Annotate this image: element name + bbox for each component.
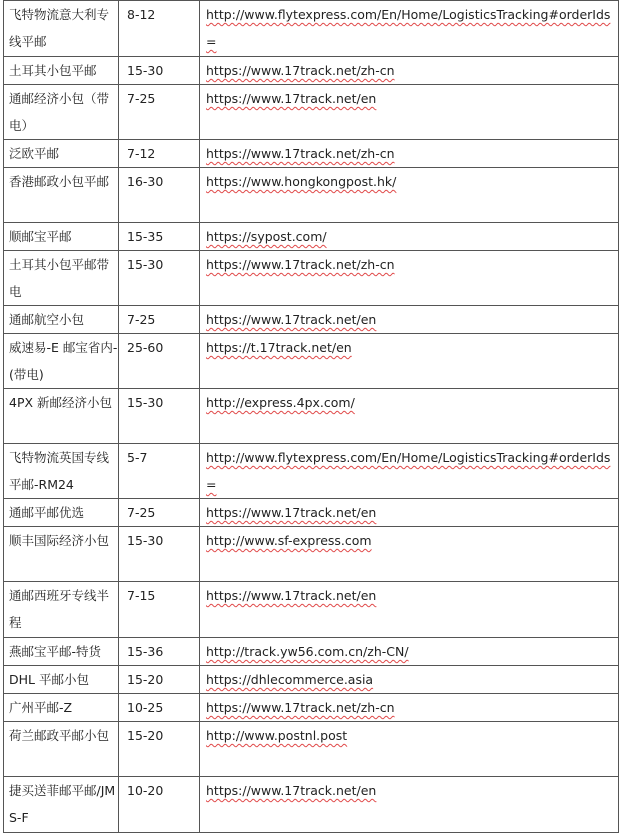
logistics-channel-name: 顺丰国际经济小包 — [4, 527, 119, 582]
delivery-days: 15-20 — [119, 722, 200, 777]
delivery-days: 15-20 — [119, 666, 200, 694]
delivery-days: 15-30 — [119, 527, 200, 582]
tracking-url-link[interactable]: http://track.yw56.com.cn/zh-CN/ — [206, 644, 409, 659]
tracking-url-cell — [200, 168, 619, 223]
delivery-days: 7-25 — [119, 499, 200, 527]
tracking-url-cell — [200, 666, 619, 694]
table-row — [4, 57, 619, 85]
logistics-table — [3, 0, 619, 833]
table-row — [4, 499, 619, 527]
tracking-url-link[interactable]: https://www.17track.net/en — [206, 91, 377, 106]
tracking-url-link[interactable]: http://www.flytexpress.com/En/Home/LogisticsTracking#orderIds= — [206, 7, 611, 49]
tracking-url-link[interactable]: https://www.17track.net/en — [206, 588, 377, 603]
tracking-url-cell — [200, 251, 619, 306]
tracking-url-cell — [200, 694, 619, 722]
logistics-channel-name: DHL 平邮小包 — [4, 666, 119, 694]
delivery-days: 15-30 — [119, 57, 200, 85]
tracking-url-cell — [200, 638, 619, 666]
tracking-url-cell — [200, 85, 619, 140]
table-row — [4, 85, 619, 140]
delivery-days: 7-15 — [119, 582, 200, 638]
tracking-url-link[interactable]: https://www.17track.net/zh-cn — [206, 700, 395, 715]
delivery-days: 25-60 — [119, 334, 200, 389]
table-row — [4, 527, 619, 582]
logistics-channel-name: 香港邮政小包平邮 — [4, 168, 119, 223]
tracking-url-cell — [200, 334, 619, 389]
table-row — [4, 306, 619, 334]
tracking-url-link[interactable]: http://www.postnl.post — [206, 728, 348, 743]
table-row — [4, 444, 619, 499]
tracking-url-cell — [200, 57, 619, 85]
table-row — [4, 140, 619, 168]
logistics-channel-name: 顺邮宝平邮 — [4, 223, 119, 251]
tracking-url-link[interactable]: https://www.17track.net/zh-cn — [206, 63, 395, 78]
tracking-url-cell — [200, 777, 619, 833]
table-row — [4, 666, 619, 694]
table-row — [4, 638, 619, 666]
tracking-url-link[interactable]: https://www.17track.net/en — [206, 312, 377, 327]
delivery-days: 8-12 — [119, 1, 200, 57]
tracking-url-cell — [200, 140, 619, 168]
delivery-days: 15-36 — [119, 638, 200, 666]
logistics-channel-name: 通邮经济小包（带电） — [4, 85, 119, 140]
delivery-days: 16-30 — [119, 168, 200, 223]
tracking-url-cell — [200, 444, 619, 499]
delivery-days: 5-7 — [119, 444, 200, 499]
delivery-days: 7-25 — [119, 306, 200, 334]
delivery-days: 7-25 — [119, 85, 200, 140]
table-row — [4, 168, 619, 223]
tracking-url-link[interactable]: https://www.17track.net/zh-cn — [206, 257, 395, 272]
table-row — [4, 694, 619, 722]
tracking-url-cell — [200, 582, 619, 638]
delivery-days: 15-30 — [119, 389, 200, 444]
tracking-url-link[interactable]: http://express.4px.com/ — [206, 395, 355, 410]
table-row — [4, 777, 619, 833]
tracking-url-link[interactable]: http://www.sf-express.com — [206, 533, 372, 548]
logistics-channel-name: 威速易-E 邮宝省内-(带电) — [4, 334, 119, 389]
logistics-channel-name: 4PX 新邮经济小包 — [4, 389, 119, 444]
logistics-channel-name: 飞特物流英国专线平邮-RM24 — [4, 444, 119, 499]
delivery-days: 15-35 — [119, 223, 200, 251]
tracking-url-cell — [200, 527, 619, 582]
tracking-url-link[interactable]: http://www.flytexpress.com/En/Home/LogisticsTracking#orderIds= — [206, 450, 611, 492]
table-row — [4, 582, 619, 638]
tracking-url-link[interactable]: https://www.17track.net/zh-cn — [206, 146, 395, 161]
logistics-channel-name: 燕邮宝平邮-特货 — [4, 638, 119, 666]
tracking-url-cell — [200, 722, 619, 777]
tracking-url-link[interactable]: https://www.17track.net/en — [206, 783, 377, 798]
logistics-channel-name: 通邮西班牙专线半程 — [4, 582, 119, 638]
logistics-channel-name: 荷兰邮政平邮小包 — [4, 722, 119, 777]
tracking-url-link[interactable]: https://www.17track.net/en — [206, 505, 377, 520]
tracking-url-cell — [200, 1, 619, 57]
table-row — [4, 722, 619, 777]
tracking-url-cell — [200, 389, 619, 444]
tracking-url-link[interactable]: https://www.hongkongpost.hk/ — [206, 174, 397, 189]
delivery-days: 15-30 — [119, 251, 200, 306]
delivery-days: 10-20 — [119, 777, 200, 833]
table-row — [4, 1, 619, 57]
logistics-channel-name: 通邮航空小包 — [4, 306, 119, 334]
tracking-url-cell — [200, 306, 619, 334]
logistics-channel-name: 通邮平邮优选 — [4, 499, 119, 527]
tracking-url-link[interactable]: https://dhlecommerce.asia — [206, 672, 374, 687]
table-row — [4, 223, 619, 251]
tracking-url-cell — [200, 499, 619, 527]
logistics-channel-name: 土耳其小包平邮带电 — [4, 251, 119, 306]
logistics-channel-name: 飞特物流意大利专线平邮 — [4, 1, 119, 57]
tracking-url-link[interactable]: https://sypost.com/ — [206, 229, 327, 244]
table-row — [4, 389, 619, 444]
tracking-url-cell — [200, 223, 619, 251]
logistics-channel-name: 土耳其小包平邮 — [4, 57, 119, 85]
table-row — [4, 334, 619, 389]
table-row — [4, 251, 619, 306]
logistics-channel-name: 泛欧平邮 — [4, 140, 119, 168]
delivery-days: 10-25 — [119, 694, 200, 722]
delivery-days: 7-12 — [119, 140, 200, 168]
logistics-channel-name: 捷买送菲邮平邮/JMS-F — [4, 777, 119, 833]
tracking-url-link[interactable]: https://t.17track.net/en — [206, 340, 352, 355]
logistics-table-body — [4, 1, 619, 833]
logistics-channel-name: 广州平邮-Z — [4, 694, 119, 722]
